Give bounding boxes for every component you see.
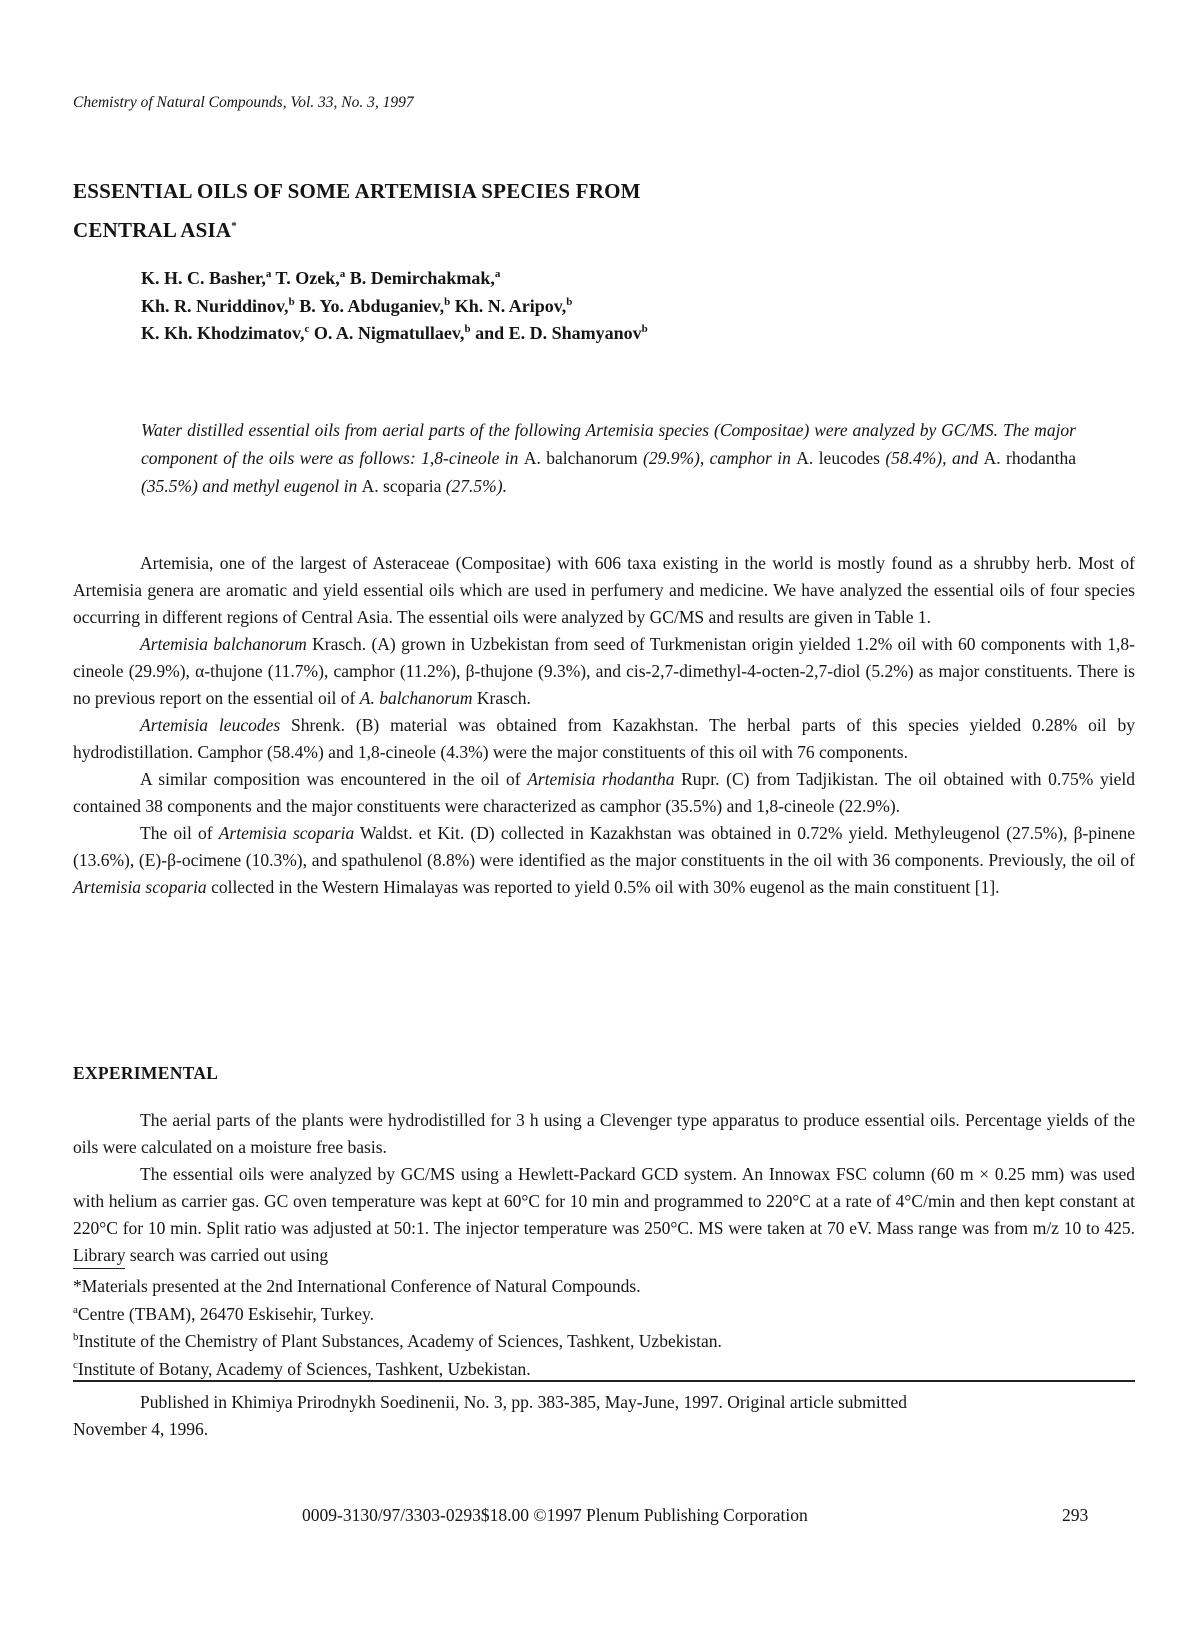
author: Kh. R. Nuriddinov, xyxy=(141,295,289,316)
page-number: 293 xyxy=(1062,1505,1089,1525)
intro-paragraph-1: Artemisia, one of the largest of Asteraceae (Compositae) with 606 taxa existing in the world is mostly found as a shrubby herb. Most of Artemisia genera are aromatic and yield essential oils which are used in perfumery and medicine. We have analyzed the essential oils of four species occurring in different regions of Central Asia. The essential oils were analyzed by GC/MS and results are given in Table 1. xyxy=(73,553,1135,627)
author: B. Yo. Abduganiev, xyxy=(299,295,445,316)
author: K. Kh. Khodzimatov, xyxy=(141,323,305,343)
introduction-section xyxy=(73,550,1135,901)
title-line-1: ESSENTIAL OILS OF SOME ARTEMISIA SPECIES FROM xyxy=(73,179,641,203)
title-footnote-mark: * xyxy=(231,220,237,232)
experimental-heading: EXPERIMENTAL xyxy=(73,1063,219,1083)
footnotes xyxy=(73,1273,722,1383)
publication-note xyxy=(73,1389,1135,1443)
abstract: Water distilled essential oils from aerial parts of the following Artemisia species (Compositae) were analyzed by GC/MS. The major component of the oils were as follows: 1,8-cineole in A. balchanorum (29.9%), camphor in A. leucodes (58.4%), and A. rhodantha (35.5%) and methyl eugenol in A. scoparia (27.5%). xyxy=(141,420,1076,496)
title-line-2: CENTRAL ASIA* xyxy=(73,218,237,242)
intro-paragraph-2: Artemisia balchanorum Krasch. (A) grown in Uzbekistan from seed of Turkmenistan origin yielded 1.2% oil with 60 components with 1,8-cineole (29.9%), α-thujone (11.7%), camphor (11.2%), β-thujone (9.3%), and cis-2,7-dimethyl-4-octen-2,7-diol (5.2%) as major constituents. There is no previous report on the essential oil of A. balchanorum Krasch. xyxy=(73,634,1135,708)
footer-copyright: 0009-3130/97/3303-0293$18.00 ©1997 Plenum Publishing Corporation xyxy=(302,1505,808,1525)
experimental-paragraph-1: The aerial parts of the plants were hydrodistilled for 3 h using a Clevenger type apparatus to produce essential oils. Percentage yields of the oils were calculated on a moisture free basis. xyxy=(73,1110,1135,1157)
footnote: *Materials presented at the 2nd International Conference of Natural Compounds. xyxy=(73,1276,641,1296)
publication-line-1: Published in Khimiya Prirodnykh Soedinenii, No. 3, pp. 383-385, May-June, 1997. Original article submitted xyxy=(140,1392,908,1412)
experimental-section xyxy=(73,1107,1135,1269)
author-line: K. Kh. Khodzimatov,$^c$ O. A. Nigmatullaev,$^b$ and E. D. Shamyanov$^b$ xyxy=(141,323,648,343)
author: O. A. Nigmatullaev, xyxy=(313,323,465,343)
author-list xyxy=(141,265,648,348)
intro-paragraph-4: A similar composition was encountered in the oil of Artemisia rhodantha Rupr. (C) from Tadjikistan. The oil obtained with 0.75% yield contained 38 components and the major constituents were characterized as camphor (35.5%) and 1,8-cineole (22.9%). xyxy=(73,769,1135,816)
author: K. H. C. Basher, xyxy=(141,268,266,288)
footnote-divider xyxy=(73,1268,125,1269)
experimental-paragraph-2: The essential oils were analyzed by GC/MS using a Hewlett-Packard GCD system. An Innowax FSC column (60 m × 0.25 mm) was used with helium as carrier gas. GC oven temperature was kept at 60°C for 10 min and programmed to 220°C at a rate of 4°C/min and then kept constant at 220°C for 10 min. Split ratio was adjusted at 50:1. The injector temperature was 250°C. MS were taken at 70 eV. Mass range was from m/z 10 to 425. Library search was carried out using xyxy=(73,1164,1135,1265)
intro-paragraph-3: Artemisia leucodes Shrenk. (B) material was obtained from Kazakhstan. The herbal parts of this species yielded 0.28% oil by hydrodistillation. Camphor (58.4%) and 1,8-cineole (4.3%) were the major constituents of this oil with 76 components. xyxy=(73,715,1135,762)
journal-citation: Chemistry of Natural Compounds, Vol. 33, No. 3, 1997 xyxy=(73,94,414,111)
author: T. Ozek, xyxy=(275,268,340,288)
author-line: Kh. R. Nuriddinov,$^b$ B. Yo. Abduganiev,$^b$ Kh. N. Aripov,$^b$ xyxy=(141,295,573,316)
footnote: $^c$Institute of Botany, Academy of Sciences, Tashkent, Uzbekistan. xyxy=(73,1358,531,1379)
author-line: K. H. C. Basher,$^a$ T. Ozek,$^a$ B. Demirchakmak,$^a$ xyxy=(141,268,501,288)
publication-line-2: November 4, 1996. xyxy=(73,1419,209,1439)
intro-paragraph-5: The oil of Artemisia scoparia Waldst. et Kit. (D) collected in Kazakhstan was obtained in 0.72% yield. Methyleugenol (27.5%), β-pinene (13.6%), (E)-β-ocimene (10.3%), and spathulenol (8.8%) were identified as the major constituents in the oil with 36 components. Previously, the oil of Artemisia scoparia collected in the Western Himalayas was reported to yield 0.5% oil with 30% eugenol as the main constituent [1]. xyxy=(73,823,1136,897)
publication-divider xyxy=(73,1380,1135,1382)
author: and E. D. Shamyanov xyxy=(475,323,642,343)
footnote: $^a$Centre (TBAM), 26470 Eskisehir, Turkey. xyxy=(73,1303,375,1324)
article-title xyxy=(73,172,641,250)
author: Kh. N. Aripov, xyxy=(454,295,567,316)
footnote: $^b$Institute of the Chemistry of Plant Substances, Academy of Sciences, Tashkent, Uzbekistan. xyxy=(73,1331,722,1351)
author: B. Demirchakmak, xyxy=(349,268,495,288)
